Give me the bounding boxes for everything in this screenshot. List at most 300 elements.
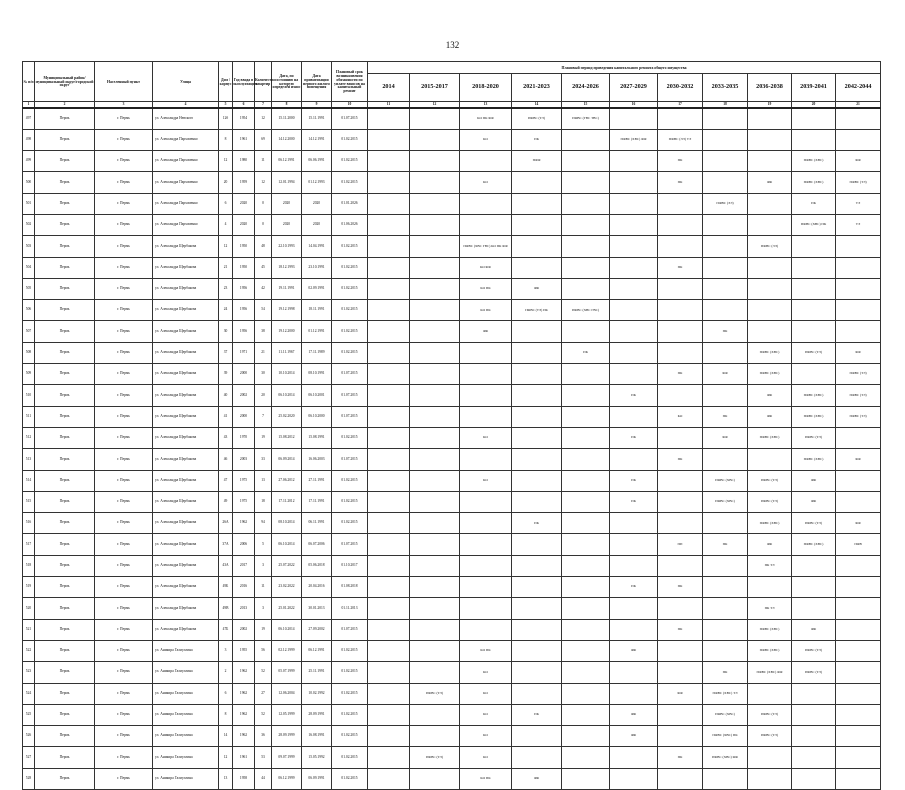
period-cell [410, 321, 460, 342]
row-number: 499 [23, 151, 35, 172]
period-cell: ПФВС (ХВС) [703, 491, 748, 512]
period-cell [512, 214, 562, 235]
year-cell: 1954 [233, 108, 255, 129]
period-cell [368, 214, 410, 235]
table-row [23, 726, 881, 747]
period-cell [792, 300, 836, 321]
wear-date-cell: 15.08.2012 [272, 427, 302, 448]
header-period-2015-2017: 2015-2017 [410, 74, 460, 102]
period-cell [460, 385, 512, 406]
period-cell [610, 236, 658, 257]
street-cell: ул. Александра Щербакова [153, 257, 219, 278]
header-period-2018-2020: 2018-2020 [460, 74, 512, 102]
table-row [23, 236, 881, 257]
apartments-cell: 12 [255, 172, 272, 193]
settlement-cell: г. Пермь [95, 278, 153, 299]
column-number: 9 [302, 102, 332, 109]
period-cell [562, 662, 610, 683]
period-cell [748, 108, 792, 129]
period-cell: КО ПК ФФ [460, 108, 512, 129]
period-cell [512, 555, 562, 576]
period-cell [658, 726, 703, 747]
period-cell [410, 726, 460, 747]
apartments-cell: 12 [255, 108, 272, 129]
period-cell [410, 534, 460, 555]
planned-term-cell: 01.02.2015 [332, 172, 368, 193]
period-cell: КО [460, 470, 512, 491]
period-cell [658, 704, 703, 725]
period-cell [368, 427, 410, 448]
row-number: 502 [23, 214, 35, 235]
planned-term-cell: 01.07.2015 [332, 385, 368, 406]
street-cell: ул. Александра Пархоменко [153, 129, 219, 150]
row-number: 520 [23, 598, 35, 619]
wear-date-cell: 06.12.1999 [272, 768, 302, 789]
period-cell: ПФВС (ТЭ) [512, 108, 562, 129]
table-row [23, 385, 881, 406]
apartments-cell: 42 [255, 278, 272, 299]
apartments-cell: 33 [255, 449, 272, 470]
apartments-cell: 52 [255, 704, 272, 725]
planned-term-cell: 01.01.2026 [332, 193, 368, 214]
period-cell [368, 768, 410, 789]
header-year: Год ввода в эксплуатацию [233, 62, 255, 102]
period-cell [512, 236, 562, 257]
wear-date-cell: 28.09.1999 [272, 726, 302, 747]
first-privatization-cell: 2020 [302, 214, 332, 235]
period-cell [562, 534, 610, 555]
planned-term-cell: 01.07.2015 [332, 449, 368, 470]
period-cell [410, 619, 460, 640]
street-cell: ул. Александра Щербакова [153, 491, 219, 512]
period-cell [610, 108, 658, 129]
period-cell [460, 364, 512, 385]
table-row [23, 406, 881, 427]
period-cell: ПК [658, 449, 703, 470]
period-cell [836, 427, 881, 448]
header-settlement: Населенный пункт [95, 62, 153, 102]
street-cell: ул. Александра Щербакова [153, 534, 219, 555]
house-cell: 30 [219, 321, 233, 342]
settlement-cell: г. Пермь [95, 640, 153, 661]
period-cell [512, 364, 562, 385]
house-cell: 4 [219, 214, 233, 235]
wear-date-cell: 23.02.2022 [272, 577, 302, 598]
house-cell: 41 [219, 406, 233, 427]
period-cell [748, 300, 792, 321]
table-row [23, 683, 881, 704]
year-cell: 2002 [233, 619, 255, 640]
period-cell [610, 513, 658, 534]
period-cell: ПФВС (ТЭ) [792, 342, 836, 363]
table-row [23, 513, 881, 534]
period-cell [610, 321, 658, 342]
period-cell [792, 257, 836, 278]
header-period-2014: 2014 [368, 74, 410, 102]
period-cell [562, 449, 610, 470]
planned-term-cell: 01.02.2015 [332, 704, 368, 725]
period-cell [562, 726, 610, 747]
table-row [23, 321, 881, 342]
header-apartments: Количество квартир [255, 62, 272, 102]
wear-date-cell: 09.07.1999 [272, 747, 302, 768]
period-cell [368, 278, 410, 299]
period-cell [836, 662, 881, 683]
period-cell [792, 598, 836, 619]
period-cell [512, 427, 562, 448]
settlement-cell: г. Пермь [95, 385, 153, 406]
year-cell: 1970 [233, 427, 255, 448]
period-cell [658, 555, 703, 576]
settlement-cell: г. Пермь [95, 257, 153, 278]
period-cell: ФФ [658, 683, 703, 704]
table-row [23, 768, 881, 789]
settlement-cell: г. Пермь [95, 321, 153, 342]
period-cell [748, 278, 792, 299]
period-cell [368, 257, 410, 278]
house-cell: 14 [219, 726, 233, 747]
planned-term-cell: 01.02.2015 [332, 768, 368, 789]
period-cell: ПК [703, 534, 748, 555]
period-cell [562, 470, 610, 491]
period-cell [610, 534, 658, 555]
year-cell: 1962 [233, 513, 255, 534]
table-row [23, 619, 881, 640]
period-cell [836, 278, 881, 299]
period-cell [610, 151, 658, 172]
municipality-cell: Пермь [35, 214, 95, 235]
period-cell [410, 406, 460, 427]
wear-date-cell: 10.10.2014 [272, 364, 302, 385]
period-cell: ПФВС (ТЭ) [748, 491, 792, 512]
period-cell [658, 193, 703, 214]
wear-date-cell: 12.05.1999 [272, 704, 302, 725]
header-street: Улица [153, 62, 219, 102]
street-cell: ул. Аникира Галиуллина [153, 640, 219, 661]
house-cell: 12 [219, 151, 233, 172]
period-cell: ПК [610, 577, 658, 598]
row-number: 501 [23, 193, 35, 214]
period-cell [658, 385, 703, 406]
period-cell: ПФВС (ЭЭ) ТЭ [658, 129, 703, 150]
column-number: 6 [233, 102, 255, 109]
period-cell [792, 236, 836, 257]
period-cell [703, 619, 748, 640]
period-cell: ФФ [748, 385, 792, 406]
period-cell [368, 683, 410, 704]
settlement-cell: г. Пермь [95, 236, 153, 257]
period-cell [512, 662, 562, 683]
period-cell [410, 662, 460, 683]
year-cell: 1975 [233, 491, 255, 512]
municipality-cell: Пермь [35, 364, 95, 385]
period-cell [562, 129, 610, 150]
table-row [23, 300, 881, 321]
row-number: 497 [23, 108, 35, 129]
period-cell [460, 598, 512, 619]
period-cell [410, 257, 460, 278]
period-cell: ПФВС (ГВС ТВС) [562, 108, 610, 129]
first-privatization-cell: 10.02.1992 [302, 683, 332, 704]
row-number: 510 [23, 385, 35, 406]
first-privatization-cell: 2020 [302, 193, 332, 214]
period-cell: ФФ [610, 640, 658, 661]
street-cell: ул. Александра Щербакова [153, 236, 219, 257]
header-period-2042-2044: 2042-2044 [836, 74, 881, 102]
year-cell: 1962 [233, 683, 255, 704]
house-cell: 23 [219, 278, 233, 299]
planned-term-cell: 01.02.2015 [332, 129, 368, 150]
apartments-cell: 19 [255, 619, 272, 640]
period-cell: ПК [512, 513, 562, 534]
period-cell [368, 236, 410, 257]
street-cell: ул. Александра Щербакова [153, 555, 219, 576]
period-cell [562, 385, 610, 406]
period-cell [562, 278, 610, 299]
planned-term-cell: 01.02.2015 [332, 662, 368, 683]
period-cell: ПФВС (ХВС) [748, 640, 792, 661]
planned-term-cell: 01.07.2015 [332, 406, 368, 427]
house-cell: 8 [219, 129, 233, 150]
year-cell: 1950 [233, 257, 255, 278]
period-cell: ПФВС (ХВС) [792, 385, 836, 406]
table-row [23, 747, 881, 768]
period-cell: ФФ [836, 342, 881, 363]
row-number: 518 [23, 555, 35, 576]
wear-date-cell: 06.10.2014 [272, 619, 302, 640]
period-cell [792, 726, 836, 747]
year-cell: 1971 [233, 342, 255, 363]
period-cell [658, 491, 703, 512]
apartments-cell: 94 [255, 513, 272, 534]
planned-term-cell: 01.02.2015 [332, 640, 368, 661]
period-cell [658, 214, 703, 235]
settlement-cell: г. Пермь [95, 300, 153, 321]
period-cell [836, 555, 881, 576]
year-cell: 1975 [233, 470, 255, 491]
period-cell: ТЭ [836, 214, 881, 235]
period-cell: ПФВС (ХВС) ПК [703, 726, 748, 747]
period-cell [562, 172, 610, 193]
period-cell [512, 193, 562, 214]
period-cell [460, 449, 512, 470]
period-cell [512, 385, 562, 406]
street-cell: ул. Александра Щербакова [153, 449, 219, 470]
street-cell: ул. Александра Щербакова [153, 598, 219, 619]
table-row [23, 470, 881, 491]
period-cell: ФФ [512, 278, 562, 299]
period-cell: ПФВС (ХВС) [792, 406, 836, 427]
row-number: 523 [23, 662, 35, 683]
period-cell [512, 534, 562, 555]
period-cell [512, 449, 562, 470]
period-cell [410, 214, 460, 235]
settlement-cell: г. Пермь [95, 726, 153, 747]
year-cell: 1961 [233, 747, 255, 768]
period-cell: ПФВС (ХВС) [792, 172, 836, 193]
period-cell [703, 577, 748, 598]
municipality-cell: Пермь [35, 513, 95, 534]
first-privatization-cell: 15.11.1991 [302, 108, 332, 129]
period-cell [748, 683, 792, 704]
period-cell [610, 406, 658, 427]
period-cell: ФФ [703, 364, 748, 385]
street-cell: ул. Александра Пархоменко [153, 214, 219, 235]
apartments-cell: 36 [255, 726, 272, 747]
street-cell: ул. Александра Пархоменко [153, 193, 219, 214]
first-privatization-cell: 18.11.1991 [302, 300, 332, 321]
apartments-cell: 13 [255, 470, 272, 491]
period-cell [610, 364, 658, 385]
table-row [23, 534, 881, 555]
period-cell [748, 577, 792, 598]
period-cell [703, 555, 748, 576]
period-cell [512, 747, 562, 768]
period-cell: ПФВС (ТЭ) [748, 704, 792, 725]
header-period-2024-2026: 2024-2026 [562, 74, 610, 102]
row-number: 514 [23, 470, 35, 491]
column-number: 17 [658, 102, 703, 109]
period-cell [368, 321, 410, 342]
period-cell [368, 747, 410, 768]
row-number: 515 [23, 491, 35, 512]
period-cell: ПФВС (ТЭ) [836, 364, 881, 385]
period-cell [512, 619, 562, 640]
row-number: 508 [23, 342, 35, 363]
period-cell [658, 662, 703, 683]
column-number: 16 [610, 102, 658, 109]
wear-date-cell: 06.12.1991 [272, 151, 302, 172]
period-cell: ПК [512, 704, 562, 725]
planned-term-cell: 01.07.2015 [332, 619, 368, 640]
table-row [23, 427, 881, 448]
municipality-cell: Пермь [35, 555, 95, 576]
period-cell [658, 342, 703, 363]
settlement-cell: г. Пермь [95, 449, 153, 470]
period-cell: ФФ [610, 704, 658, 725]
row-number: 517 [23, 534, 35, 555]
period-cell [562, 747, 610, 768]
planned-term-cell: 01.06.2026 [332, 214, 368, 235]
period-cell [748, 747, 792, 768]
row-number: 498 [23, 129, 35, 150]
period-cell [368, 406, 410, 427]
period-cell [610, 683, 658, 704]
period-cell: ПФВС (ХВС) ФФ [610, 129, 658, 150]
column-number: 13 [460, 102, 512, 109]
wear-date-cell: 27.06.2012 [272, 470, 302, 491]
period-cell [562, 619, 610, 640]
period-cell [836, 598, 881, 619]
row-number: 507 [23, 321, 35, 342]
municipality-cell: Пермь [35, 577, 95, 598]
period-cell [610, 172, 658, 193]
planned-term-cell: 01.02.2015 [332, 427, 368, 448]
apartments-cell: 52 [255, 662, 272, 683]
year-cell: 1956 [233, 321, 255, 342]
first-privatization-cell: 17.11.1991 [302, 491, 332, 512]
apartments-cell: 69 [255, 129, 272, 150]
period-cell [512, 321, 562, 342]
period-cell: КО [460, 129, 512, 150]
year-cell: 2002 [233, 385, 255, 406]
column-number: 19 [748, 102, 792, 109]
house-cell: 37 [219, 342, 233, 363]
period-cell: ПФВС (ХВС) [748, 513, 792, 534]
period-cell: ПК [610, 491, 658, 512]
period-cell [610, 342, 658, 363]
year-cell: 2020 [233, 214, 255, 235]
table-row [23, 193, 881, 214]
year-cell: 1962 [233, 726, 255, 747]
apartments-cell: 5 [255, 534, 272, 555]
period-cell [562, 683, 610, 704]
period-cell: КО [460, 747, 512, 768]
street-cell: ул. Александра Невского [153, 108, 219, 129]
period-cell [410, 193, 460, 214]
year-cell: 1958 [233, 768, 255, 789]
street-cell: ул. Александра Щербакова [153, 427, 219, 448]
period-cell: ПК [610, 470, 658, 491]
period-cell [368, 364, 410, 385]
apartments-cell: 19 [255, 427, 272, 448]
period-cell [368, 640, 410, 661]
planned-term-cell: 01.02.2015 [332, 278, 368, 299]
period-cell: ФФ [792, 491, 836, 512]
period-cell [368, 108, 410, 129]
row-number: 503 [23, 236, 35, 257]
year-cell: 2013 [233, 598, 255, 619]
period-cell [748, 129, 792, 150]
apartments-cell: 45 [255, 257, 272, 278]
period-cell [836, 619, 881, 640]
period-cell: ПФВС (ХВС) [748, 427, 792, 448]
period-cell [703, 108, 748, 129]
period-cell [410, 640, 460, 661]
settlement-cell: г. Пермь [95, 129, 153, 150]
row-number: 509 [23, 364, 35, 385]
period-cell [562, 214, 610, 235]
apartments-cell: 20 [255, 385, 272, 406]
wear-date-cell: 06.10.2014 [272, 534, 302, 555]
period-cell [512, 257, 562, 278]
municipality-cell: Пермь [35, 172, 95, 193]
street-cell: ул. Александра Щербакова [153, 577, 219, 598]
settlement-cell: г. Пермь [95, 662, 153, 683]
period-cell [658, 321, 703, 342]
house-cell: 12 [219, 747, 233, 768]
apartments-cell: 3 [255, 598, 272, 619]
year-cell: 2003 [233, 449, 255, 470]
wear-date-cell: 12.01.1994 [272, 172, 302, 193]
column-number: 21 [836, 102, 881, 109]
year-cell: 2020 [233, 193, 255, 214]
period-cell: КО [460, 427, 512, 448]
period-cell [748, 321, 792, 342]
period-cell [562, 257, 610, 278]
table-row [23, 129, 881, 150]
wear-date-cell: 25.02.2020 [272, 406, 302, 427]
wear-date-cell: 2020 [272, 193, 302, 214]
planned-term-cell: 01.02.2015 [332, 342, 368, 363]
first-privatization-cell: 16.06.2003 [302, 449, 332, 470]
period-cell [410, 704, 460, 725]
period-cell: ПФВС (ТЭ) [792, 640, 836, 661]
period-cell [836, 747, 881, 768]
house-cell: 20 [219, 172, 233, 193]
period-cell [410, 364, 460, 385]
period-cell: КО ПК [460, 300, 512, 321]
